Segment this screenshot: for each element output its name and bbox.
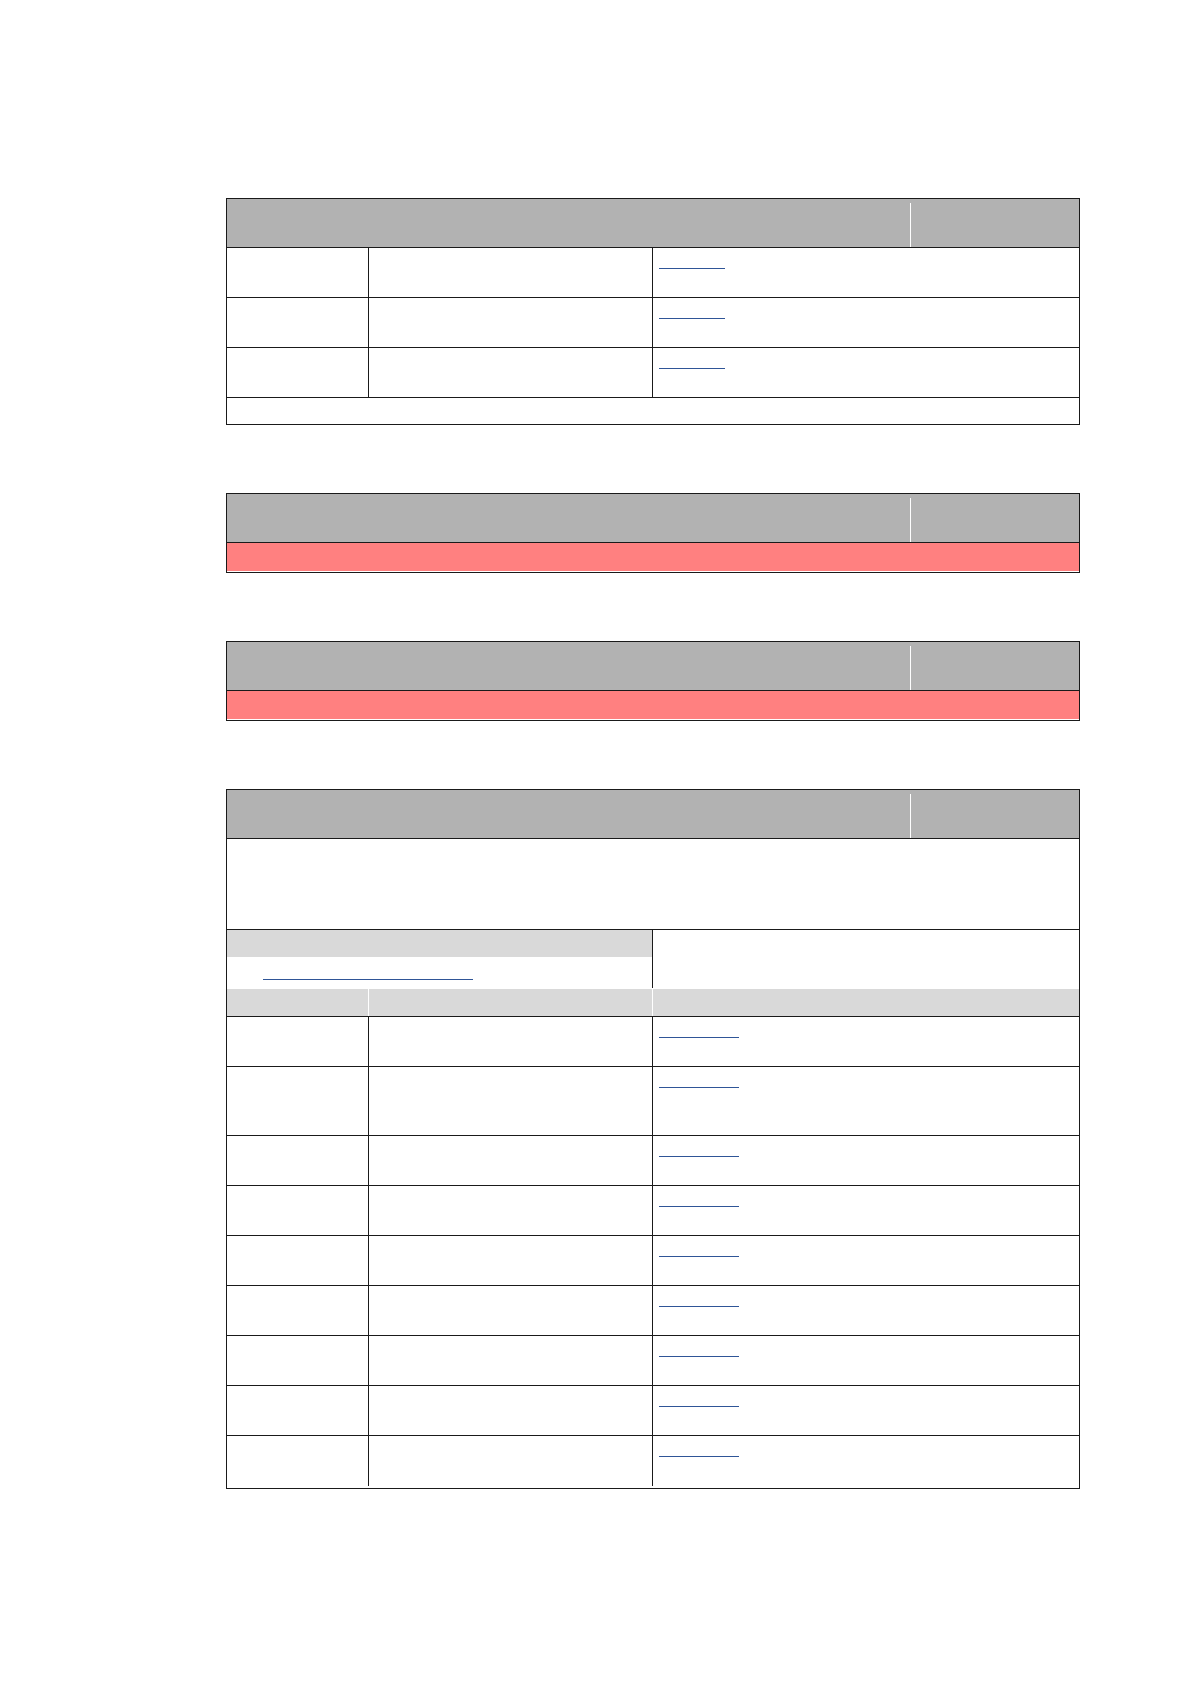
- cell-col2: [369, 1436, 653, 1486]
- cell-col1: [227, 248, 369, 297]
- cell-col3: [653, 1236, 1079, 1285]
- row-link[interactable]: [659, 1406, 739, 1407]
- sub-section-row: [227, 930, 1079, 988]
- table-row: [227, 1017, 1079, 1067]
- sub-link-cell: [227, 958, 652, 988]
- table-row: [227, 1186, 1079, 1236]
- row-link[interactable]: [659, 1156, 739, 1157]
- table-footer-row: [227, 398, 1079, 422]
- alert-banner: [227, 543, 1079, 571]
- column-header-3: [653, 989, 1079, 1016]
- row-link[interactable]: [659, 318, 725, 319]
- cell-col3: [653, 1386, 1079, 1435]
- row-link[interactable]: [659, 1456, 739, 1457]
- cell-col3: [653, 298, 1079, 347]
- cell-col3: [653, 1136, 1079, 1185]
- cell-col2: [369, 1336, 653, 1385]
- table-row: [227, 1067, 1079, 1136]
- cell-col1: [227, 298, 369, 347]
- cell-col1: [227, 1136, 369, 1185]
- sub-section-right: [653, 930, 1079, 988]
- table-2: [226, 493, 1080, 573]
- row-link[interactable]: [659, 268, 725, 269]
- alert-banner: [227, 691, 1079, 719]
- cell-col1: [227, 348, 369, 397]
- header-divider: [910, 794, 911, 838]
- row-link[interactable]: [659, 1306, 739, 1307]
- header-divider: [910, 646, 911, 690]
- table-row: [227, 1386, 1079, 1436]
- cell-col3: [653, 248, 1079, 297]
- cell-col2: [369, 1236, 653, 1285]
- cell-col1: [227, 1286, 369, 1335]
- cell-col2: [369, 348, 653, 397]
- description-row: [227, 839, 1079, 930]
- cell-col3: [653, 348, 1079, 397]
- table-1: [226, 198, 1080, 425]
- cell-col2: [369, 1286, 653, 1335]
- table-row: [227, 248, 1079, 298]
- cell-col1: [227, 1336, 369, 1385]
- cell-col2: [369, 1186, 653, 1235]
- cell-col3: [653, 1336, 1079, 1385]
- column-header-row: [227, 988, 1079, 1017]
- sub-header: [227, 930, 652, 958]
- row-link[interactable]: [659, 1356, 739, 1357]
- sub-link[interactable]: [263, 979, 473, 980]
- column-header-1: [227, 989, 369, 1016]
- cell-col1: [227, 1017, 369, 1066]
- row-link[interactable]: [659, 368, 725, 369]
- cell-col2: [369, 1067, 653, 1135]
- row-link[interactable]: [659, 1037, 739, 1038]
- sub-section-left: [227, 930, 653, 988]
- table-4: [226, 789, 1080, 1489]
- cell-col1: [227, 1186, 369, 1235]
- table-row: [227, 1436, 1079, 1486]
- cell-col3: [653, 1067, 1079, 1135]
- cell-col2: [369, 1017, 653, 1066]
- table-row: [227, 1286, 1079, 1336]
- table-row: [227, 1336, 1079, 1386]
- header-divider: [910, 498, 911, 542]
- table-row: [227, 1136, 1079, 1186]
- cell-col3: [653, 1017, 1079, 1066]
- cell-col3: [653, 1186, 1079, 1235]
- header-divider: [910, 203, 911, 247]
- cell-col2: [369, 298, 653, 347]
- cell-col3: [653, 1286, 1079, 1335]
- cell-col1: [227, 1386, 369, 1435]
- row-link[interactable]: [659, 1256, 739, 1257]
- table-3: [226, 641, 1080, 721]
- cell-col2: [369, 1136, 653, 1185]
- cell-col1: [227, 1436, 369, 1486]
- table-row: [227, 1236, 1079, 1286]
- table-3-header: [227, 642, 1079, 691]
- row-link[interactable]: [659, 1206, 739, 1207]
- table-4-header: [227, 790, 1079, 839]
- table-1-header: [227, 199, 1079, 248]
- cell-col1: [227, 1067, 369, 1135]
- cell-col3: [653, 1436, 1079, 1486]
- row-link[interactable]: [659, 1087, 739, 1088]
- cell-col1: [227, 1236, 369, 1285]
- column-header-2: [369, 989, 653, 1016]
- table-row: [227, 298, 1079, 348]
- cell-col2: [369, 1386, 653, 1435]
- table-2-header: [227, 494, 1079, 543]
- cell-col2: [369, 248, 653, 297]
- table-row: [227, 348, 1079, 398]
